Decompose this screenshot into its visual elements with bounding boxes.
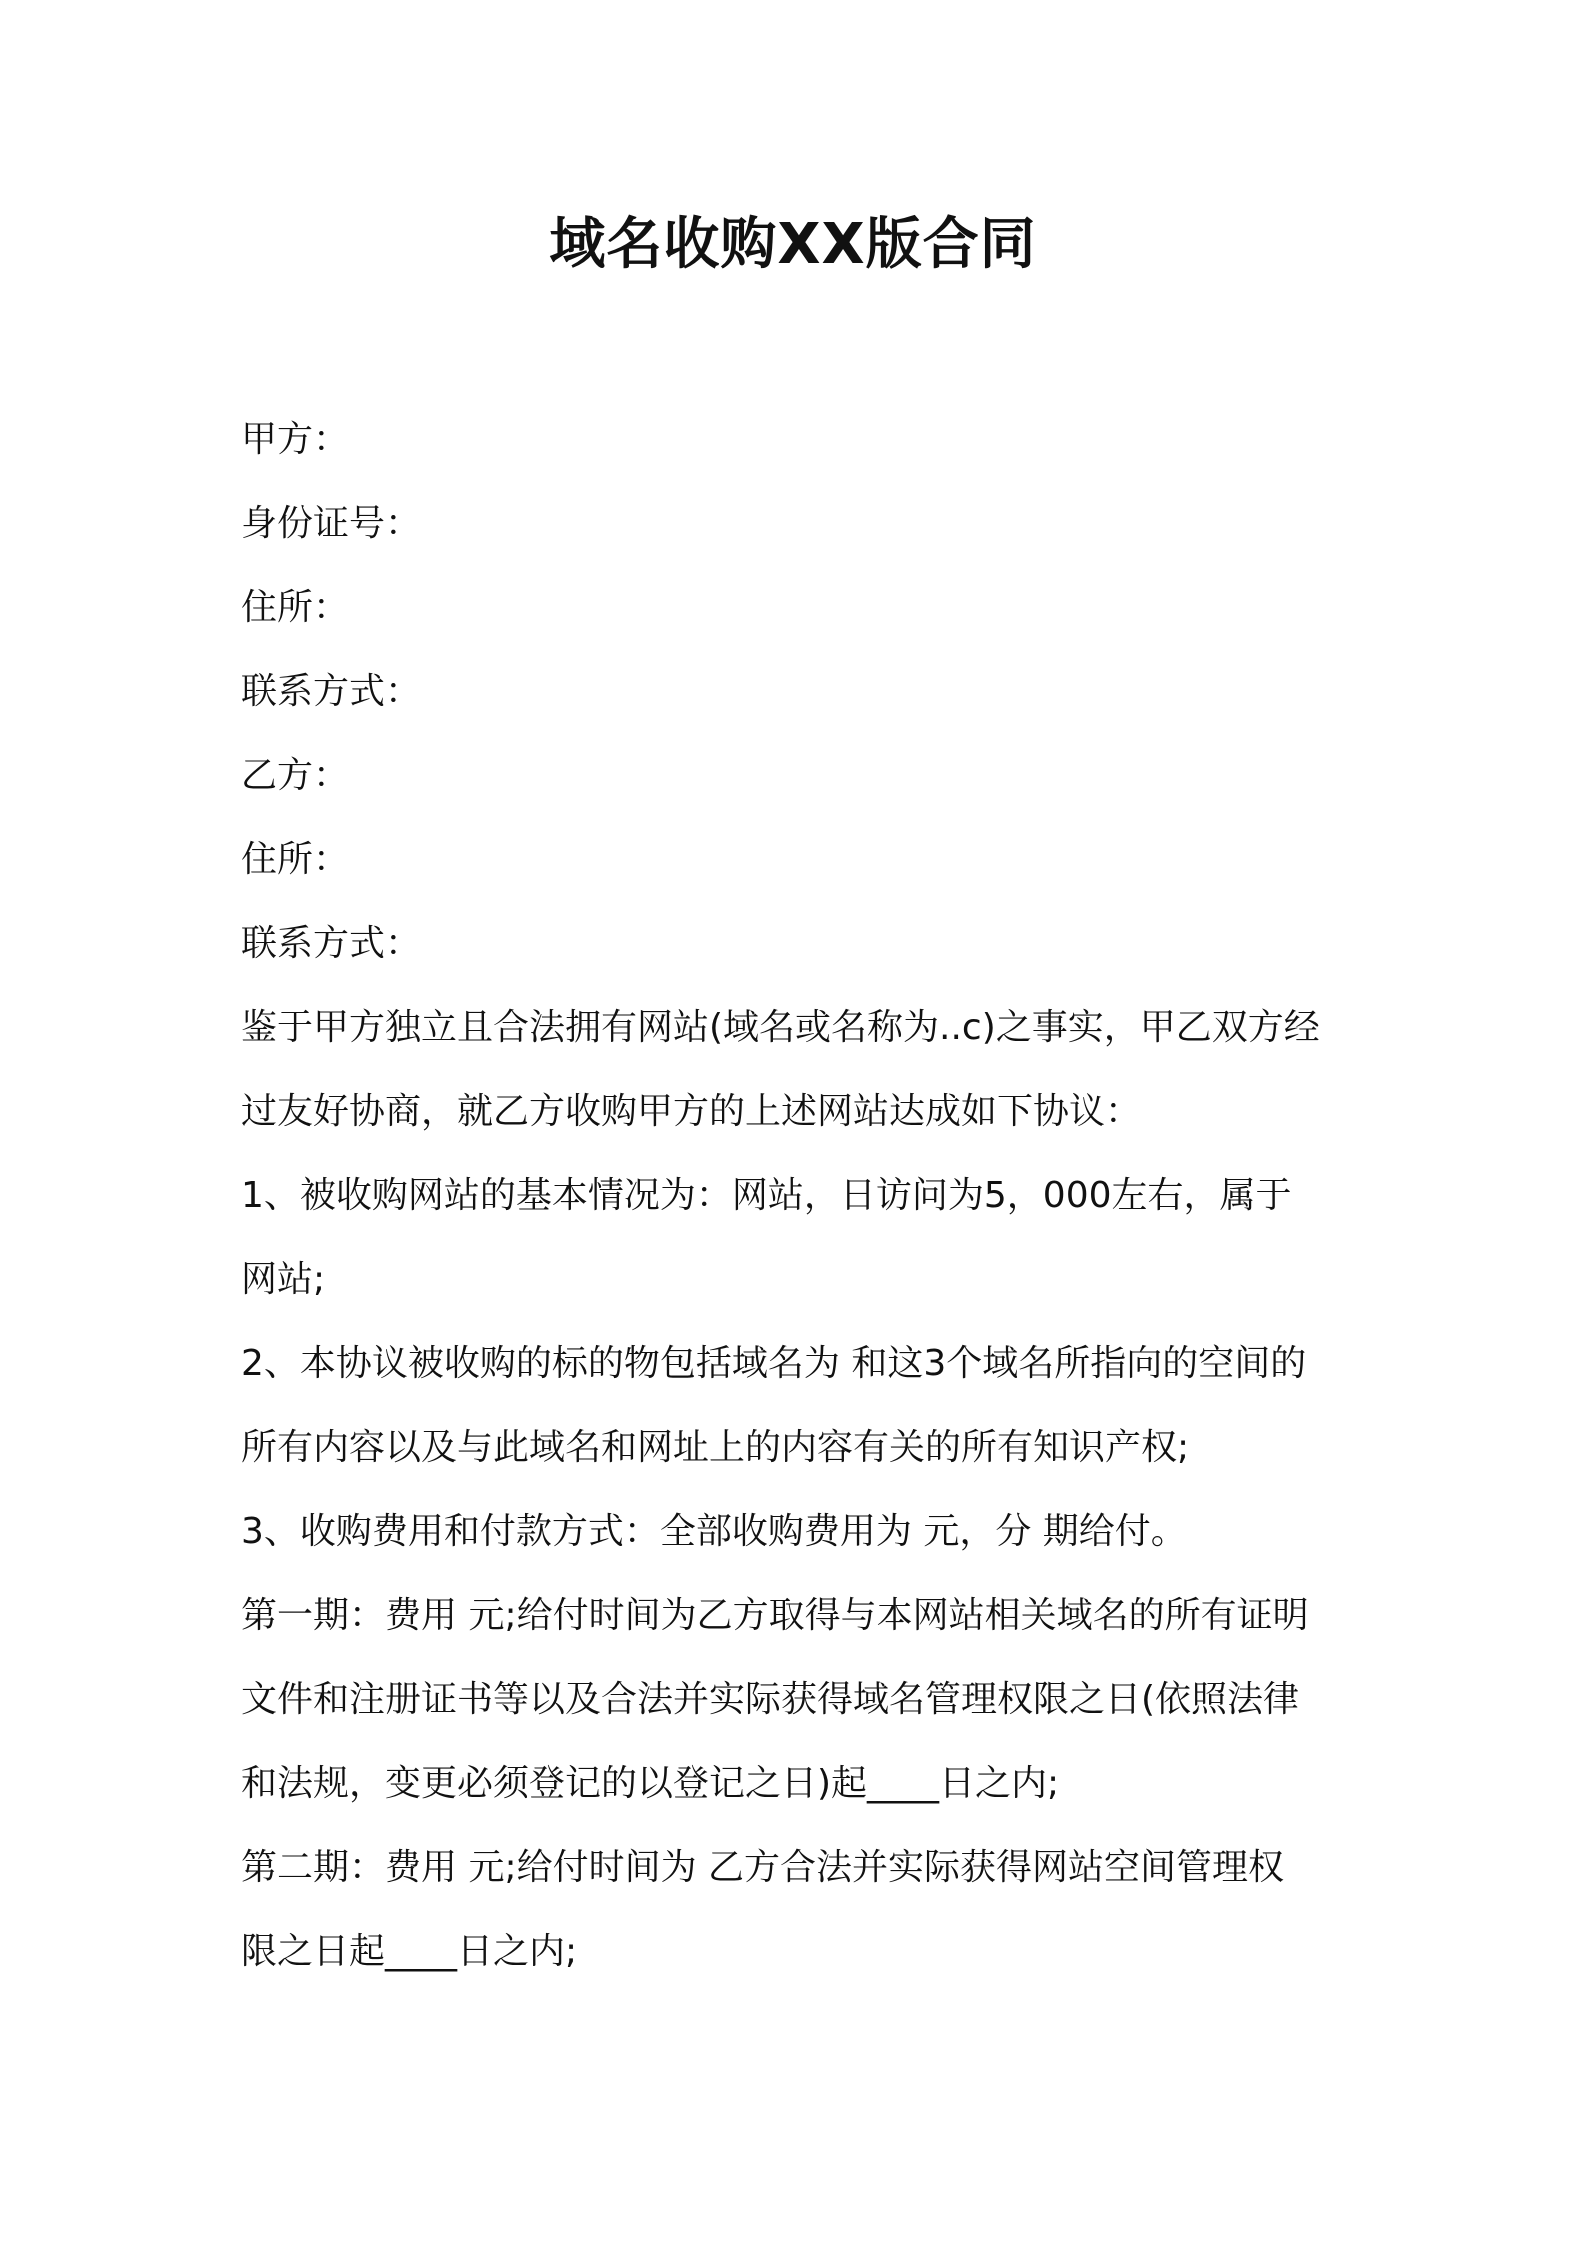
clause-1-line: 网站; — [241, 1259, 326, 1300]
party-b-contact-line: 联系方式： — [241, 923, 422, 964]
party-b-address-line: 住所： — [241, 839, 350, 880]
clause-2-line: 所有内容以及与此域名和网址上的内容有关的所有知识产权; — [241, 1427, 1190, 1468]
clause-2-line: 2、本协议被收购的标的物包括域名为 和这3个域名所指向的空间的 — [241, 1343, 1307, 1384]
party-a-line: 甲方： — [241, 419, 350, 460]
payment-phase-2-line: 第二期：费用 元;给付时间为 乙方合法并实际获得网站空间管理权 — [241, 1847, 1285, 1888]
payment-phase-1-line: 第一期：费用 元;给付时间为乙方取得与本网站相关域名的所有证明 — [241, 1595, 1309, 1636]
payment-phase-1-line: 和法规，变更必须登记的以登记之日)起____日之内; — [241, 1763, 1060, 1804]
clause-1-line: 1、被收购网站的基本情况为：网站，日访问为5，000左右，属于 — [241, 1175, 1292, 1216]
payment-phase-2-line: 限之日起____日之内; — [241, 1931, 578, 1972]
preamble-line: 鉴于甲方独立且合法拥有网站(域名或名称为..c)之事实，甲乙双方经 — [241, 1007, 1320, 1048]
party-a-address-line: 住所： — [241, 587, 350, 628]
document-body — [241, 398, 1361, 1994]
id-number-line: 身份证号： — [241, 503, 422, 544]
preamble-line: 过友好协商，就乙方收购甲方的上述网站达成如下协议： — [241, 1091, 1142, 1132]
party-b-line: 乙方： — [241, 755, 350, 796]
clause-3-line: 3、收购费用和付款方式：全部收购费用为 元，分 期给付。 — [241, 1511, 1187, 1552]
document-title: 域名收购XX版合同 — [549, 212, 1037, 277]
payment-phase-1-line: 文件和注册证书等以及合法并实际获得域名管理权限之日(依照法律 — [241, 1679, 1300, 1720]
party-a-contact-line: 联系方式： — [241, 671, 422, 712]
